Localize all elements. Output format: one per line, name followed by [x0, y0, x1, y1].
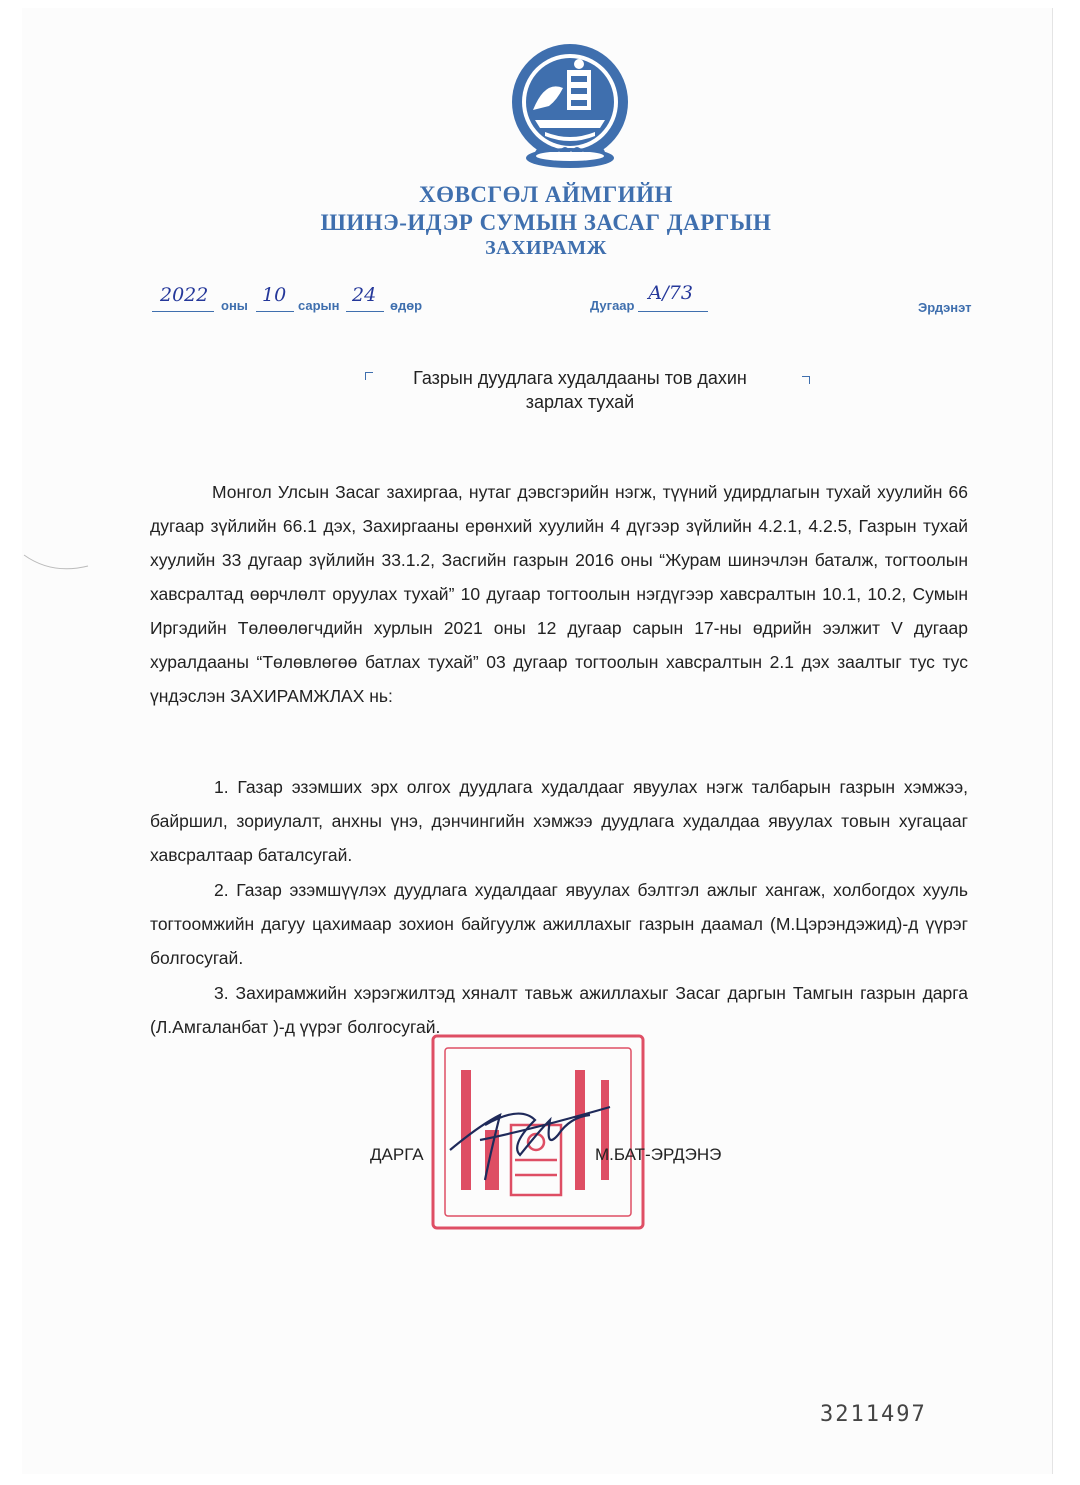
state-emblem-icon: [505, 40, 635, 180]
date-day: 24: [352, 284, 377, 306]
date-day-suffix: өдөр: [390, 298, 423, 313]
subject-line-1: Газрын дуудлага худалдааны тов дахин: [413, 368, 747, 388]
date-month: 10: [262, 284, 287, 306]
date-year-underline: [152, 311, 214, 312]
date-day-underline: [346, 311, 384, 312]
subject-corner-right: [802, 376, 810, 384]
document-number-underline: [638, 311, 708, 312]
document-number: А/73: [648, 282, 693, 304]
order-item-3: 3. Захирамжийн хэрэгжилтэд хяналт тавьж ажиллахыг Засаг даргын Тамгын газрын дарга (Л.Амгаланбат )-д үүрэг болгосугай.: [150, 983, 968, 1037]
number-label: Дугаар: [590, 298, 635, 313]
date-year: 2022: [160, 284, 209, 306]
handwritten-signature: [440, 1095, 620, 1190]
serial-number: 3211497: [820, 1402, 927, 1427]
signatory-name: М.БАТ-ЭРДЭНЭ: [595, 1145, 722, 1164]
date-year-suffix: оны: [221, 298, 248, 313]
subject-line-2: зарлах тухай: [525, 392, 635, 412]
margin-mark: [22, 540, 92, 580]
date-month-underline: [256, 311, 294, 312]
order-item-1: 1. Газар эзэмших эрх олгох дуудлага худалдааг явуулах нэгж талбарын газрын хэмжээ, байршил, зориулалт, анхны үнэ, дэнчингийн хэмжээ дуудлага худалдаа явуулах товын хугацааг хавсралтаар баталсугай.: [150, 777, 968, 865]
preamble-paragraph: Монгол Улсын Засаг захиргаа, нутаг дэвсгэрийн нэгж, түүний удирдлагын тухай хуулийн 66 дугаар зүйлийн 66.1 дэх, Захиргааны ерөнхий хуулийн 4 дүгээр зүйлийн 4.2.1, 4.2.5, Газрын тухай хуулийн 33 дугаар зүйлийн 33.1.2, Засгийн газрын 2016 оны “Журам шинэчлэн баталж, тогтоолын хавсралтад өөрчлөлт оруулах тухай” 10 дугаар тогтоолын нэгдүгээр хавсралтын 10.1, 10.2, Сумын Иргэдийн Төлөөлөгчдийн хурлын 2021 оны 12 дугаар сарын 17-ны өдрийн ээлжит V дугаар хуралдааны “Төлөвлөгөө батлах тухай” 03 дугаар тогтоолын хавсралтын 2.1 дэх заалтыг тус тус үндэслэн ЗАХИРАМЖЛАХ нь:: [150, 482, 968, 706]
header-line-2: ШИНЭ-ИДЭР СУМЫН ЗАСАГ ДАРГЫН: [320, 210, 772, 235]
order-item-2: 2. Газар эзэмшүүлэх дуудлага худалдааг явуулах бэлтгэл ажлыг хангаж, холбогдох хууль тогтоомжийн дагуу цахимаар зохион байгуулж ажиллахыг газрын даамал (М.Цэрэндэжид)-д үүрэг болгосугай.: [150, 880, 968, 968]
header-title: ЗАХИРАМЖ: [485, 237, 607, 259]
signatory-title: ДАРГА: [370, 1145, 424, 1164]
issue-place: Эрдэнэт: [918, 300, 972, 315]
document-subject: [360, 366, 800, 414]
header-line-1: ХӨВСГӨЛ АЙМГИЙН: [419, 182, 673, 207]
date-month-suffix: сарын: [298, 298, 340, 313]
